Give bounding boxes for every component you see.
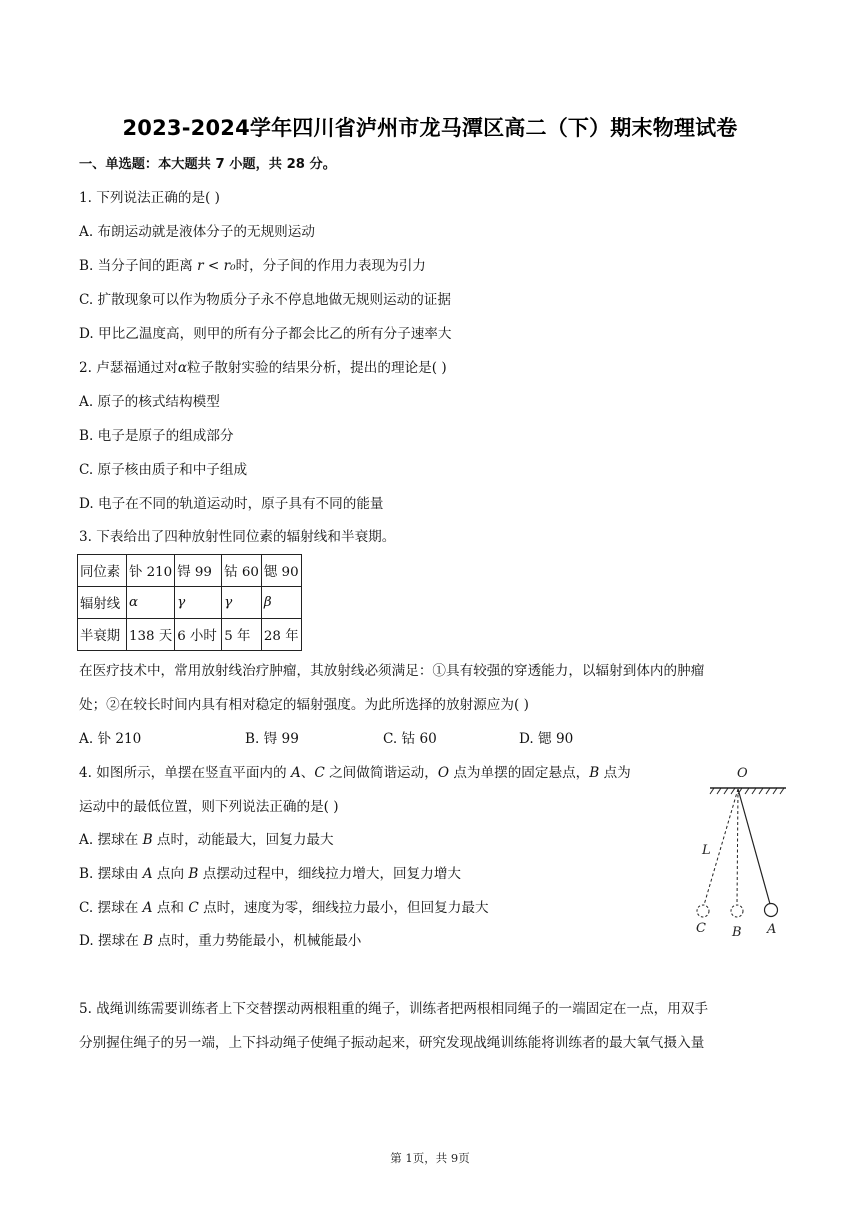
table-cell: 5 年 <box>222 619 262 651</box>
ceiling-hatch <box>710 788 784 794</box>
string-a <box>738 789 770 904</box>
q5-line-1: 5. 战绳训练需要训练者上下交替摆动两根粗重的绳子，训练者把两根相同绳子的一端固定在一点，用双手 <box>79 1001 709 1017</box>
q4-option-d: D. 摆球在 B 点时，重力势能最小，机械能最小 <box>79 933 362 949</box>
table-row <box>78 555 302 587</box>
q3-option-c: C. 钴 60 <box>383 731 437 747</box>
table-row <box>78 619 302 651</box>
q2-option-b: B. 电子是原子的组成部分 <box>79 428 234 444</box>
q1-option-d: D. 甲比乙温度高，则甲的所有分子都会比乙的所有分子速率大 <box>79 326 452 342</box>
q1-option-c: C. 扩散现象可以作为物质分子永不停息地做无规则运动的证据 <box>79 292 451 308</box>
table-row <box>78 587 302 619</box>
q4-stem-1: 4. 如图所示，单摆在竖直平面内的 A、C 之间做简谐运动，O 点为单摆的固定悬点，B 点为 <box>79 765 631 781</box>
exam-title: 2023-2024学年四川省泸州市龙马潭区高二（下）期末物理试卷 <box>122 116 738 140</box>
bob-a <box>765 904 778 917</box>
table-cell: 28 年 <box>261 619 301 651</box>
table-cell: 钋 210 <box>127 555 175 587</box>
q4-option-a: A. 摆球在 B 点时，动能最大，回复力最大 <box>79 832 334 848</box>
q1-option-b: B. 当分子间的距离 r < r₀时，分子间的作用力表现为引力 <box>79 258 426 274</box>
table-cell: 半衰期 <box>78 619 127 651</box>
table-cell: 锶 90 <box>261 555 301 587</box>
table-cell: α <box>127 587 175 619</box>
q4-option-c: C. 摆球在 A 点和 C 点时，速度为零，细线拉力最小，但回复力最大 <box>79 900 489 916</box>
q5-line-2: 分别握住绳子的另一端，上下抖动绳子使绳子振动起来，研究发现战绳训练能将训练者的最大氧气摄入量 <box>79 1035 705 1051</box>
q3-option-d: D. 锶 90 <box>519 731 574 747</box>
q1-option-a: A. 布朗运动就是液体分子的无规则运动 <box>79 224 315 240</box>
label-b: B <box>732 925 742 940</box>
table-cell: 辐射线 <box>78 587 127 619</box>
q1-math: r < r₀ <box>197 258 236 274</box>
label-o: O <box>737 766 748 781</box>
bob-c <box>697 905 709 917</box>
q3-text-1: 在医疗技术中，常用放射线治疗肿瘤，其放射线必须满足：①具有较强的穿透能力，以辐射到体内的肿瘤 <box>79 663 705 679</box>
q3-stem: 3. 下表给出了四种放射性同位素的辐射线和半衰期。 <box>79 529 396 545</box>
table-cell: 同位素 <box>78 555 127 587</box>
q3-text-2: 处；②在较长时间内具有相对稳定的辐射强度。为此所选择的放射源应为( ) <box>79 697 529 713</box>
q2-option-d: D. 电子在不同的轨道运动时，原子具有不同的能量 <box>79 496 384 512</box>
q4-option-b: B. 摆球由 A 点向 B 点摆动过程中，细线拉力增大，回复力增大 <box>79 866 462 882</box>
q4-stem-2: 运动中的最低位置，则下列说法正确的是( ) <box>79 799 339 815</box>
label-c: C <box>696 921 706 936</box>
string-b <box>737 789 738 905</box>
pendulum-figure <box>690 762 800 942</box>
table-cell: γ <box>222 587 262 619</box>
table-cell: 6 小时 <box>175 619 222 651</box>
q2-option-a: A. 原子的核式结构模型 <box>79 394 220 410</box>
label-l: L <box>702 843 711 858</box>
q3-option-b: B. 锝 99 <box>245 731 299 747</box>
table-cell: 锝 99 <box>175 555 222 587</box>
table-cell: 钴 60 <box>222 555 262 587</box>
bob-b <box>731 905 743 917</box>
table-cell: 138 天 <box>127 619 175 651</box>
isotope-table <box>77 554 302 651</box>
page-footer: 第 1页，共 9页 <box>390 1151 470 1165</box>
label-a: A <box>767 922 777 937</box>
section-heading: 一、单选题：本大题共 7 小题，共 28 分。 <box>79 157 336 172</box>
q2-option-c: C. 原子核由质子和中子组成 <box>79 462 248 478</box>
q3-option-a: A. 钋 210 <box>79 731 142 747</box>
table-cell: β <box>261 587 301 619</box>
table-cell: γ <box>175 587 222 619</box>
q2-stem: 2. 卢瑟福通过对α粒子散射实验的结果分析，提出的理论是( ) <box>79 360 447 376</box>
q1-stem: 1. 下列说法正确的是( ) <box>79 190 220 206</box>
